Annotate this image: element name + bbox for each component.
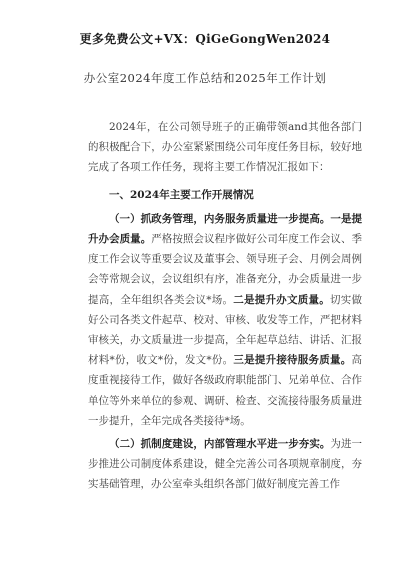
- point-1-text: 严格按照会议程序做好公司年度工作会议、季度工作会议等重要会议及董事会、领导班子会、月例会周例会等常规会议，会议组织有序，准备充分，办会质量进一步提高，全年组织各类会议*场。: [88, 233, 363, 306]
- subsection-2-label: （二）抓制度建设，内部管理水平进一步夯实。: [109, 438, 331, 451]
- point-1-lead: 一是提升办会质量。: [88, 212, 363, 246]
- document-body: [88, 117, 362, 495]
- point-2-text: 切实做好公司各类文件起草、校对、审核、收发等工作，严把材料审核关，办文质量进一步提高，全年起草总结、讲话、汇报材料*份，收文*份，发文*份。: [88, 293, 362, 367]
- section-heading-1: 一、2024年主要工作开展情况: [109, 188, 254, 201]
- subsection-2-text: 为进一步推进公司制度体系建设，健全完善公司各项规章制度，夯实基础管理，办公室牵头组织各部门做好制度完善工作: [88, 438, 363, 491]
- intro-paragraph: 2024年，在公司领导班子的正确带领and其他各部门的积极配合下，办公室紧紧围绕公司年度任务目标，较好地完成了各项工作任务，现将主要工作情况汇报如下：: [88, 121, 362, 174]
- document-title: 办公室2024年度工作总结和2025年工作计划: [83, 71, 327, 85]
- subsection-2-paragraph: [88, 434, 362, 495]
- point-3-text: 高度重视接待工作，做好各级政府职能部门、兄弟单位、合作单位等外来单位的参观、调研、检查、交流接待服务质量进一步提升，全年完成各类接待*场。: [88, 354, 363, 427]
- watermark-header: 更多免费公文+VX：QiGeGongWen2024: [79, 32, 331, 46]
- subsection-1-label: （一）抓政务管理，内务服务质量进一步提高。: [109, 212, 331, 225]
- point-2-lead: 二是提升办文质量。: [233, 293, 330, 306]
- point-3-lead: 三是提升接待服务质量。: [233, 354, 352, 367]
- subsection-1-paragraph: [88, 209, 362, 431]
